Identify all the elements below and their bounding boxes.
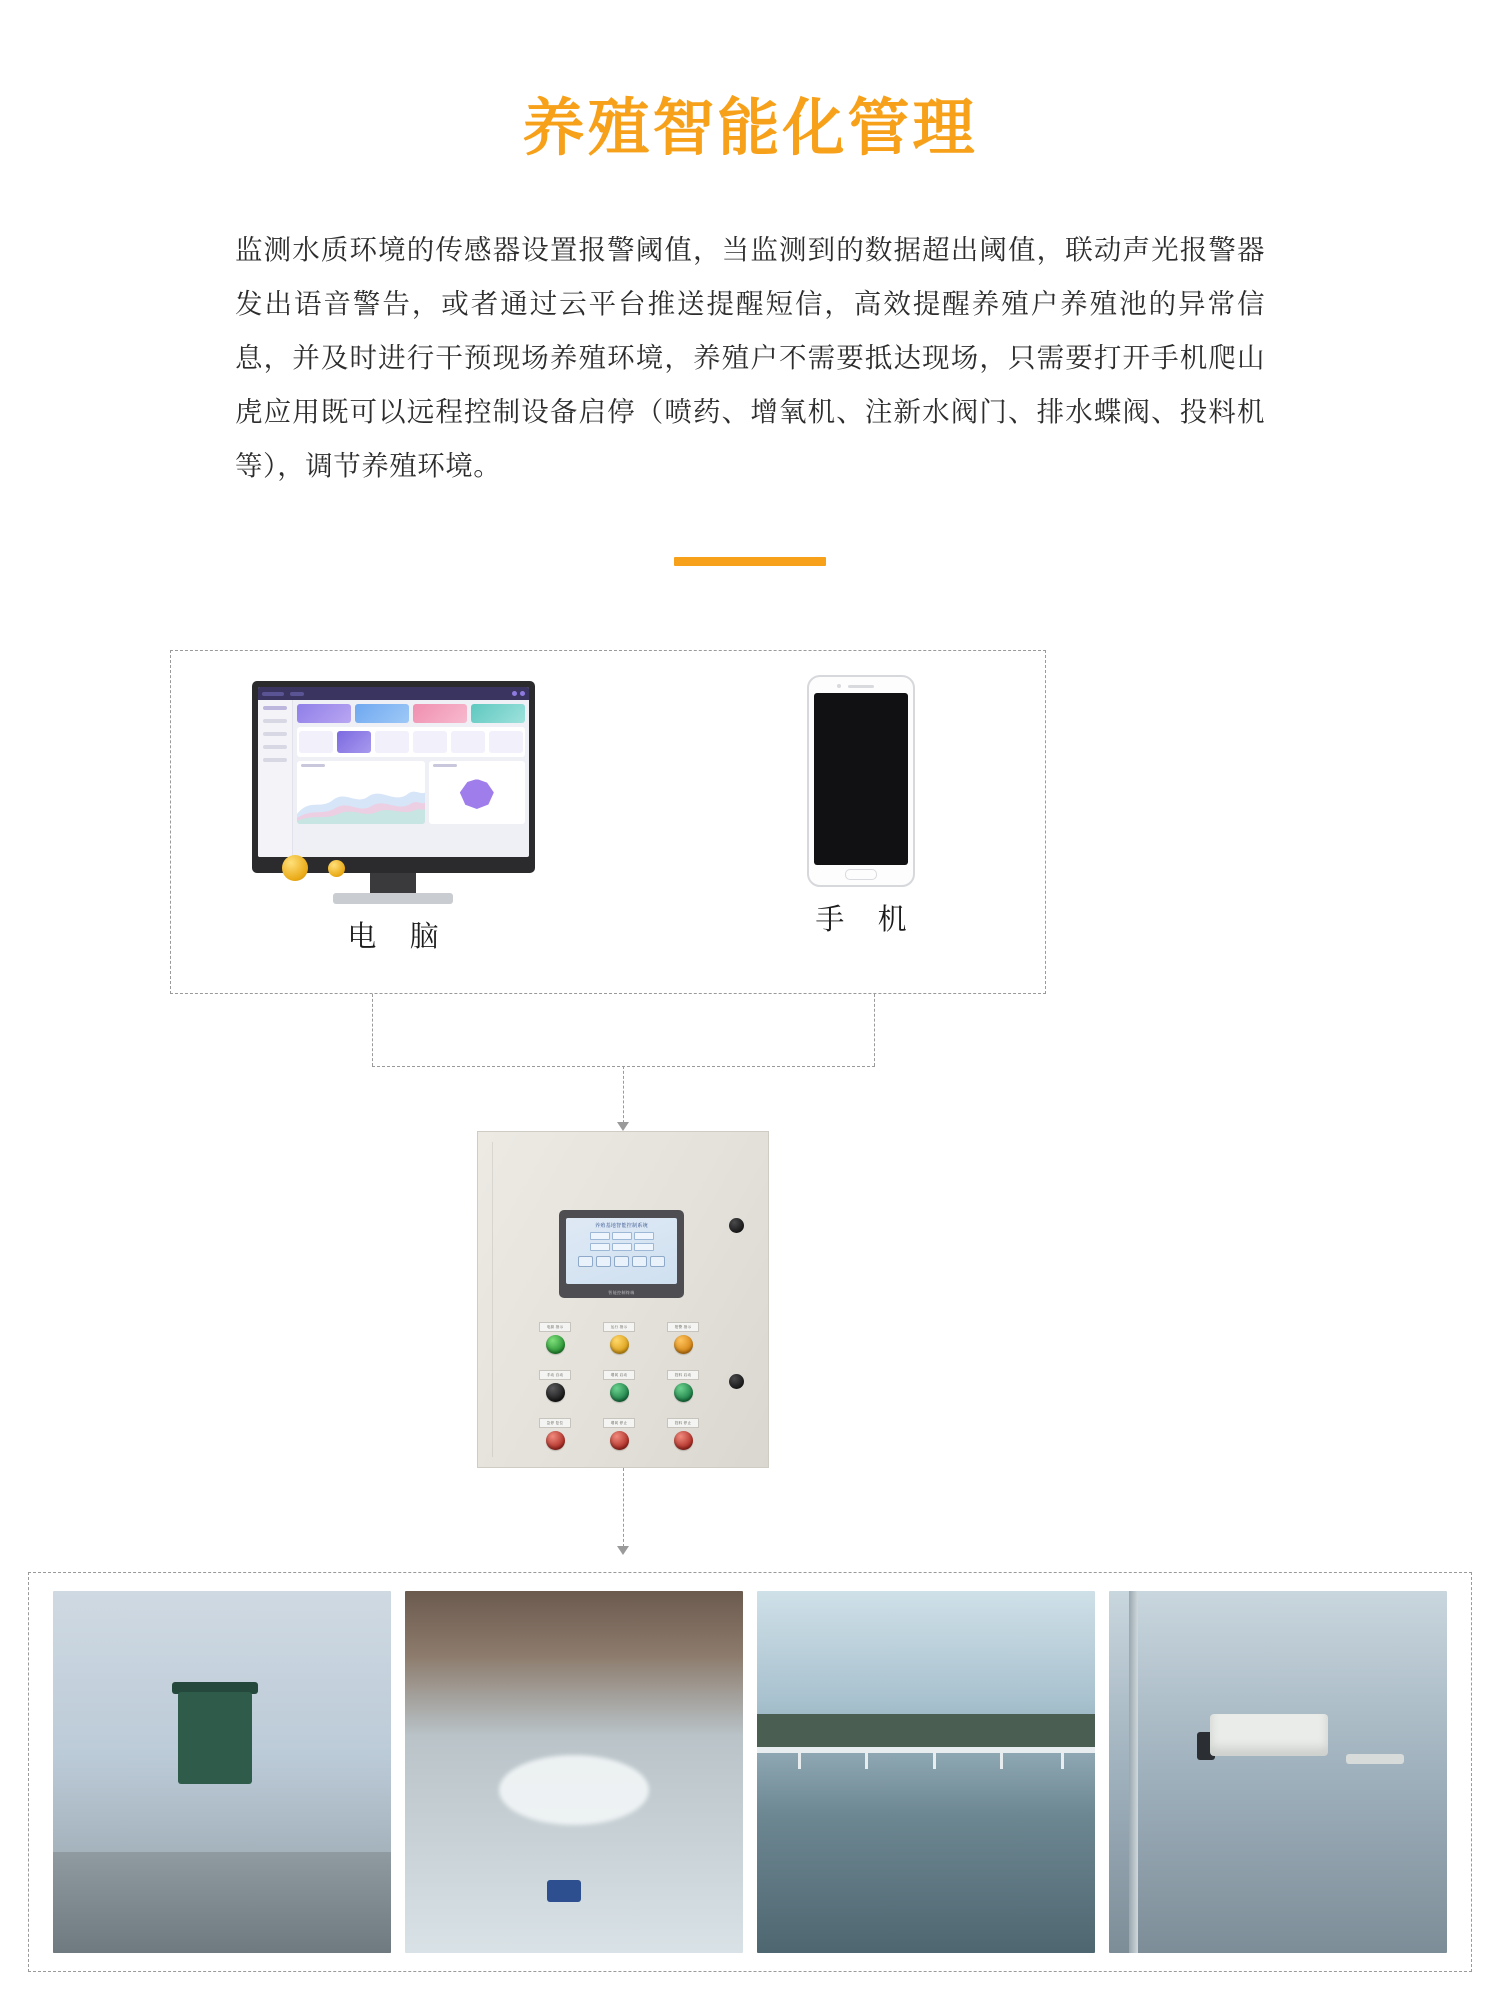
shortcut-icon — [299, 731, 333, 753]
connector-line-left — [372, 994, 373, 1066]
cabinet-lock-knob[interactable] — [729, 1374, 744, 1389]
rail-post — [1000, 1747, 1003, 1769]
indicator-lamp[interactable] — [546, 1335, 565, 1354]
tank-body — [178, 1692, 252, 1784]
cabinet-button[interactable] — [534, 1418, 576, 1450]
sidebar-line — [263, 732, 287, 736]
shortcut-icon — [489, 731, 523, 753]
phone-screen — [814, 693, 908, 865]
radar-shape — [460, 779, 494, 809]
stat-card — [297, 704, 351, 723]
water-splash — [499, 1755, 649, 1825]
screen-main — [293, 700, 529, 857]
cabinet-button[interactable] — [598, 1370, 640, 1402]
photo-strip — [28, 1572, 1472, 1972]
devices-container — [170, 650, 1046, 994]
sidebar-line — [263, 706, 287, 710]
hmi-value-chip — [634, 1232, 654, 1240]
button-label: 报警 指示 — [667, 1322, 699, 1332]
shortcut-icon — [375, 731, 409, 753]
sidebar-line — [263, 745, 287, 749]
stop-button[interactable] — [674, 1431, 693, 1450]
device-phone — [731, 675, 991, 938]
cabinet-button-grid — [534, 1322, 704, 1450]
start-button[interactable] — [610, 1383, 629, 1402]
hmi-button-row[interactable] — [570, 1256, 673, 1267]
monitor-stand-base — [333, 893, 453, 904]
stat-card — [413, 704, 467, 723]
pond-bank — [757, 1714, 1095, 1747]
screen-stat-cards — [297, 704, 525, 723]
hmi-panel[interactable] — [559, 1210, 684, 1298]
device-computer — [233, 681, 553, 955]
camera-mount-arm — [1346, 1754, 1404, 1764]
cabinet-button[interactable] — [662, 1322, 704, 1354]
phone-label: 手 机 — [815, 902, 919, 936]
button-label: 电源 指示 — [539, 1322, 571, 1332]
button-label: 急停 复位 — [539, 1418, 571, 1428]
connector-line-center — [623, 1066, 624, 1128]
connector-arrow-down-icon — [617, 1122, 629, 1131]
area-chart-svg — [297, 780, 426, 824]
stat-card — [355, 704, 409, 723]
button-label: 增氧 停止 — [603, 1418, 635, 1428]
hmi-value-row — [570, 1243, 673, 1251]
hmi-screen[interactable] — [566, 1218, 677, 1284]
section-divider — [674, 557, 826, 566]
shortcut-icon — [413, 731, 447, 753]
chart-title-bar — [301, 764, 325, 767]
photo-pond-walkway — [757, 1591, 1095, 1953]
hmi-title: 养殖基地智能控制系统 — [594, 1223, 648, 1229]
hmi-brand-label: 智能控制终端 — [608, 1290, 635, 1295]
indicator-lamp[interactable] — [610, 1335, 629, 1354]
hmi-button[interactable] — [614, 1256, 629, 1267]
walkway-rail — [757, 1747, 1095, 1753]
button-label: 投料 停止 — [667, 1418, 699, 1428]
screen-topbar — [258, 687, 529, 700]
ground — [53, 1852, 391, 1953]
screen-charts-row — [297, 761, 525, 824]
hmi-button[interactable] — [578, 1256, 593, 1267]
page-title: 养殖智能化管理 — [522, 91, 978, 164]
stop-button[interactable] — [610, 1431, 629, 1450]
screen-avatar-group — [512, 691, 525, 696]
phone-illustration — [807, 675, 915, 887]
screen-logo — [262, 692, 284, 696]
cabinet-button[interactable] — [598, 1322, 640, 1354]
cabinet-button[interactable] — [662, 1418, 704, 1450]
hmi-value-chip — [634, 1243, 654, 1251]
stat-card — [471, 704, 525, 723]
camera-pole — [1129, 1591, 1138, 1953]
button-label: 运行 指示 — [603, 1322, 635, 1332]
phone-home-button — [845, 869, 877, 880]
rail-post — [933, 1747, 936, 1769]
photo-aerator — [405, 1591, 743, 1953]
start-button[interactable] — [674, 1383, 693, 1402]
screen-dot-icon — [520, 691, 525, 696]
camera-body — [1210, 1714, 1328, 1756]
screen-menu — [290, 692, 304, 696]
connector-line-bottom — [623, 1468, 624, 1552]
chart-title-bar — [433, 764, 457, 767]
cabinet-button[interactable] — [662, 1370, 704, 1402]
screen-sidebar — [258, 700, 293, 857]
hmi-button[interactable] — [650, 1256, 665, 1267]
aerator-machine — [547, 1880, 581, 1902]
cabinet-button[interactable] — [534, 1322, 576, 1354]
sidebar-line — [263, 719, 287, 723]
hmi-value-chip — [612, 1232, 632, 1240]
screen-shortcut-row — [297, 727, 525, 757]
radar-chart-thumb — [429, 761, 524, 824]
hmi-button[interactable] — [632, 1256, 647, 1267]
decor-sphere — [282, 855, 308, 881]
cabinet-button[interactable] — [598, 1418, 640, 1450]
hmi-button[interactable] — [596, 1256, 611, 1267]
monitor-illustration — [252, 681, 535, 873]
phone-speaker-icon — [848, 685, 874, 688]
shortcut-icon — [451, 731, 485, 753]
area-chart-thumb — [297, 761, 426, 824]
button-label: 增氧 启动 — [603, 1370, 635, 1380]
stop-button[interactable] — [546, 1431, 565, 1450]
connector-arrow-down-icon — [617, 1546, 629, 1555]
button-label: 手动 自动 — [539, 1370, 571, 1380]
selector-switch[interactable] — [546, 1383, 565, 1402]
monitor-screen — [258, 687, 529, 857]
cabinet-button[interactable] — [534, 1370, 576, 1402]
cabinet-lock-knob[interactable] — [729, 1218, 744, 1233]
photo-water-tank — [53, 1591, 391, 1953]
screen-dot-icon — [512, 691, 517, 696]
computer-label: 电 脑 — [347, 919, 451, 953]
connector-line-right — [874, 994, 875, 1066]
rail-post — [865, 1747, 868, 1769]
hmi-value-chip — [590, 1232, 610, 1240]
intro-paragraph: 监测水质环境的传感器设置报警阈值，当监测到的数据超出阈值，联动声光报警器发出语音警告，或者通过云平台推送提醒短信，高效提醒养殖户养殖池的异常信息，并及时进行干预现场养殖环境，养殖户不需要抵达现场，只需要打开手机爬山虎应用既可以远程控制设备启停（喷药、增氧机、注新水阀门、排水蝶阀、投料机等），调节养殖环境。 — [235, 234, 1265, 482]
sidebar-line — [263, 758, 287, 762]
hmi-value-chip — [612, 1243, 632, 1251]
rail-post — [798, 1747, 801, 1769]
hmi-value-chip — [590, 1243, 610, 1251]
phone-camera-icon — [837, 684, 841, 688]
indicator-lamp[interactable] — [674, 1335, 693, 1354]
button-label: 投料 启动 — [667, 1370, 699, 1380]
control-cabinet — [477, 1131, 769, 1468]
photo-security-camera — [1109, 1591, 1447, 1953]
decor-sphere-small — [328, 860, 345, 877]
hmi-value-row — [570, 1232, 673, 1240]
shortcut-icon — [337, 731, 371, 753]
screen-body — [258, 700, 529, 857]
monitor-stand-neck — [370, 873, 416, 893]
rail-post — [1061, 1747, 1064, 1769]
